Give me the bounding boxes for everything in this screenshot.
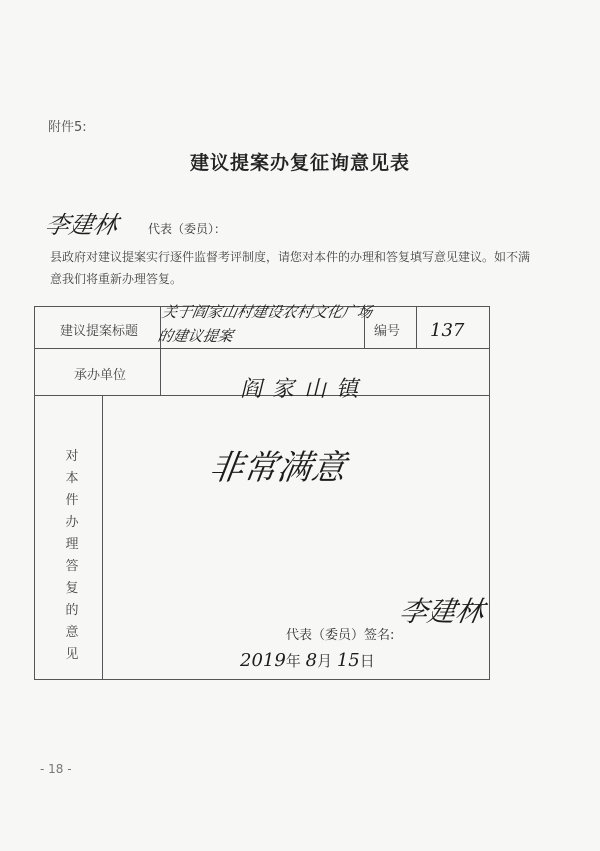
- unit-label: 承办单位: [74, 368, 127, 383]
- form-title: 建议提案办复征询意见表: [189, 152, 410, 174]
- number-label: 编号: [374, 324, 401, 339]
- date-month-suffix: 月: [317, 652, 333, 670]
- proposal-title-label: 建议提案标题: [60, 324, 139, 339]
- table-rule: [416, 306, 417, 348]
- date-day-suffix: 日: [359, 652, 375, 670]
- signature-value: 李建林: [396, 595, 487, 628]
- attachment-label: 附件5:: [48, 120, 87, 135]
- representative-label: 代表（委员）：: [148, 222, 227, 236]
- table-rule: [34, 348, 490, 349]
- date-month: 8: [305, 650, 318, 671]
- date-day: 15: [336, 650, 360, 671]
- intro-paragraph: 县政府对建议提案实行逐件监督考评制度，请您对本件的办理和答复填写意见建议。如不满意我们将重新办理答复。: [50, 250, 531, 286]
- unit-value: 阎家山镇: [240, 377, 369, 402]
- opinion-value: 非常满意: [206, 448, 349, 488]
- date-line: [240, 650, 375, 671]
- table-rule: [102, 395, 103, 680]
- number-value: 137: [430, 320, 465, 341]
- proposal-title-value: 关于阎家山村建设农村文化广场的建议提案: [156, 303, 374, 345]
- representative-handwritten-name: 李建林: [42, 211, 121, 239]
- date-year: 2019: [240, 650, 286, 671]
- signature-label: 代表（委员）签名:: [286, 628, 395, 643]
- date-year-suffix: 年: [285, 652, 301, 670]
- opinion-label: 对本件办理答复的意见: [65, 449, 79, 662]
- page-number: - 18 -: [40, 762, 72, 776]
